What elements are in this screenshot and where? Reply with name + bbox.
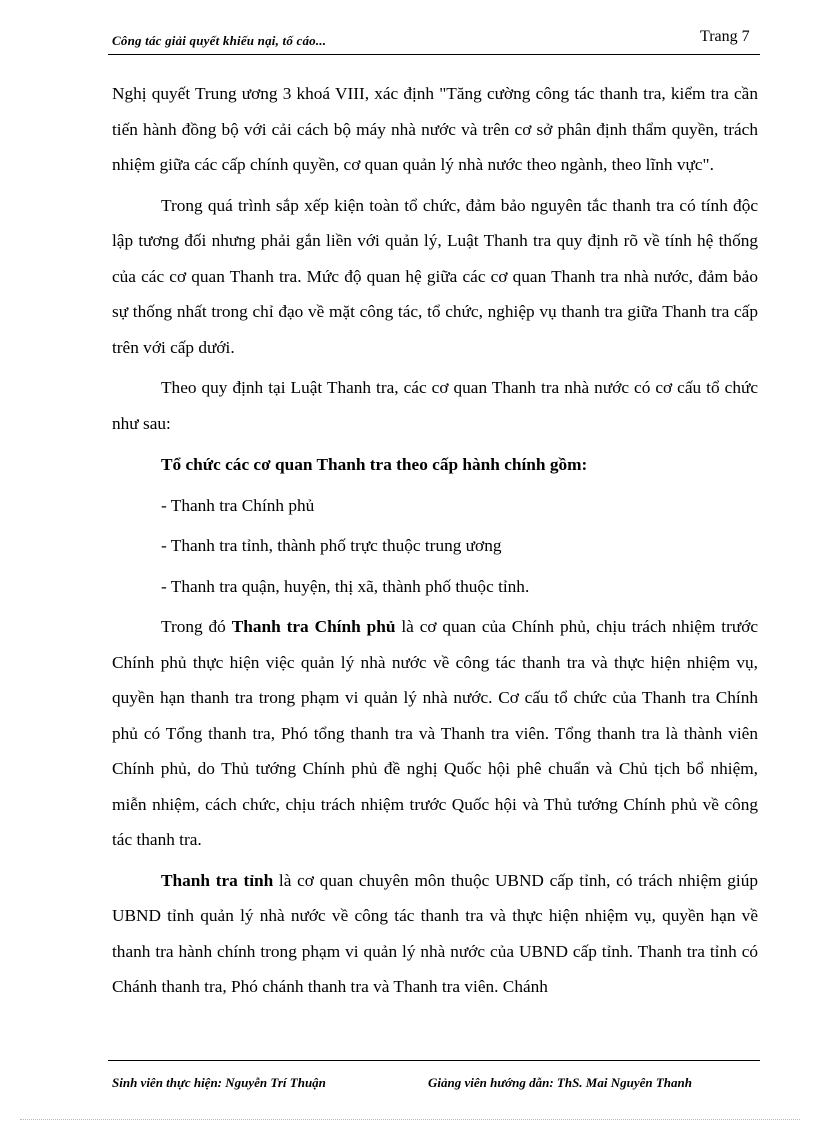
- paragraph-1: Nghị quyết Trung ương 3 khoá VIII, xác định "Tăng cường công tác thanh tra, kiểm tra cần tiến hành đồng bộ với cải cách bộ máy nhà nước và trên cơ sở phân định thẩm quyền, trách nhiệm giữa các cấp chính quyền, cơ quan quản lý nhà nước theo ngành, theo lĩnh vực".: [112, 84, 758, 174]
- list-item: - Thanh tra tỉnh, thành phố trực thuộc trung ương: [161, 536, 502, 555]
- section-heading: Tổ chức các cơ quan Thanh tra theo cấp hành chính gồm:: [161, 455, 588, 474]
- paragraph-4-text: là cơ quan của Chính phủ, chịu trách nhiệm trước Chính phủ thực hiện việc quản lý nhà nước về công tác thanh tra và thực hiện nhiệm vụ, quyền hạn thanh tra trong phạm vi quản lý nhà nước. Cơ cấu tổ chức của Thanh tra Chính phủ có Tổng thanh tra, Phó tổng thanh tra và Thanh tra viên. Tổng thanh tra là thành viên Chính phủ, do Thủ tướng Chính phủ đề nghị Quốc hội phê chuẩn và Chủ tịch bổ nhiệm, miễn nhiệm, cách chức, chịu trách nhiệm trước Quốc hội và Thủ tướng Chính phủ về công tác thanh tra.: [112, 617, 759, 849]
- page-edge: [20, 1119, 800, 1120]
- paragraph-4-lead: Trong đó: [161, 617, 232, 636]
- paragraph-3: Theo quy định tại Luật Thanh tra, các cơ quan Thanh tra nhà nước có cơ cấu tổ chức như sau:: [112, 378, 758, 433]
- list-item: - Thanh tra Chính phủ: [161, 495, 315, 515]
- paragraph-4-term: Thanh tra Chính phủ: [231, 617, 396, 636]
- list-item: - Thanh tra quận, huyện, thị xã, thành phố thuộc tỉnh.: [161, 576, 530, 596]
- footer-supervisor: Giảng viên hướng dẫn: ThS. Mai Nguyên Thanh: [428, 1075, 692, 1090]
- paragraph-5-text: là cơ quan chuyên môn thuộc UBND cấp tỉnh, có trách nhiệm giúp UBND tỉnh quản lý nhà nước về công tác thanh tra và thực hiện nhiệm vụ, quyền hạn về thanh tra hành chính trong phạm vi quản lý nhà nước của UBND cấp tỉnh. Thanh tra tỉnh có Chánh thanh tra, Phó chánh thanh tra và Thanh tra viên. Chánh: [112, 870, 758, 996]
- document-body: [112, 76, 758, 1005]
- footer-rule: [108, 1060, 760, 1061]
- page-number: Trang 7: [700, 28, 750, 45]
- running-header-title: Công tác giải quyết khiếu nại, tố cáo...: [112, 33, 327, 48]
- paragraph-5: [112, 863, 758, 1005]
- paragraph-4: [112, 609, 758, 858]
- paragraph-5-term: Thanh tra tỉnh: [161, 870, 274, 890]
- footer-student: Sinh viên thực hiện: Nguyễn Trí Thuận: [112, 1075, 326, 1090]
- header-rule: [108, 54, 760, 55]
- paragraph-2: Trong quá trình sắp xếp kiện toàn tổ chức, đảm bảo nguyên tắc thanh tra có tính độc lập tương đối nhưng phải gắn liền với quản lý, Luật Thanh tra quy định rõ về tính hệ thống của các cơ quan Thanh tra. Mức độ quan hệ giữa các cơ quan Thanh tra nhà nước, đảm bảo sự thống nhất trong chỉ đạo về mặt công tác, tổ chức, nghiệp vụ thanh tra giữa Thanh tra cấp trên với cấp dưới.: [112, 195, 758, 357]
